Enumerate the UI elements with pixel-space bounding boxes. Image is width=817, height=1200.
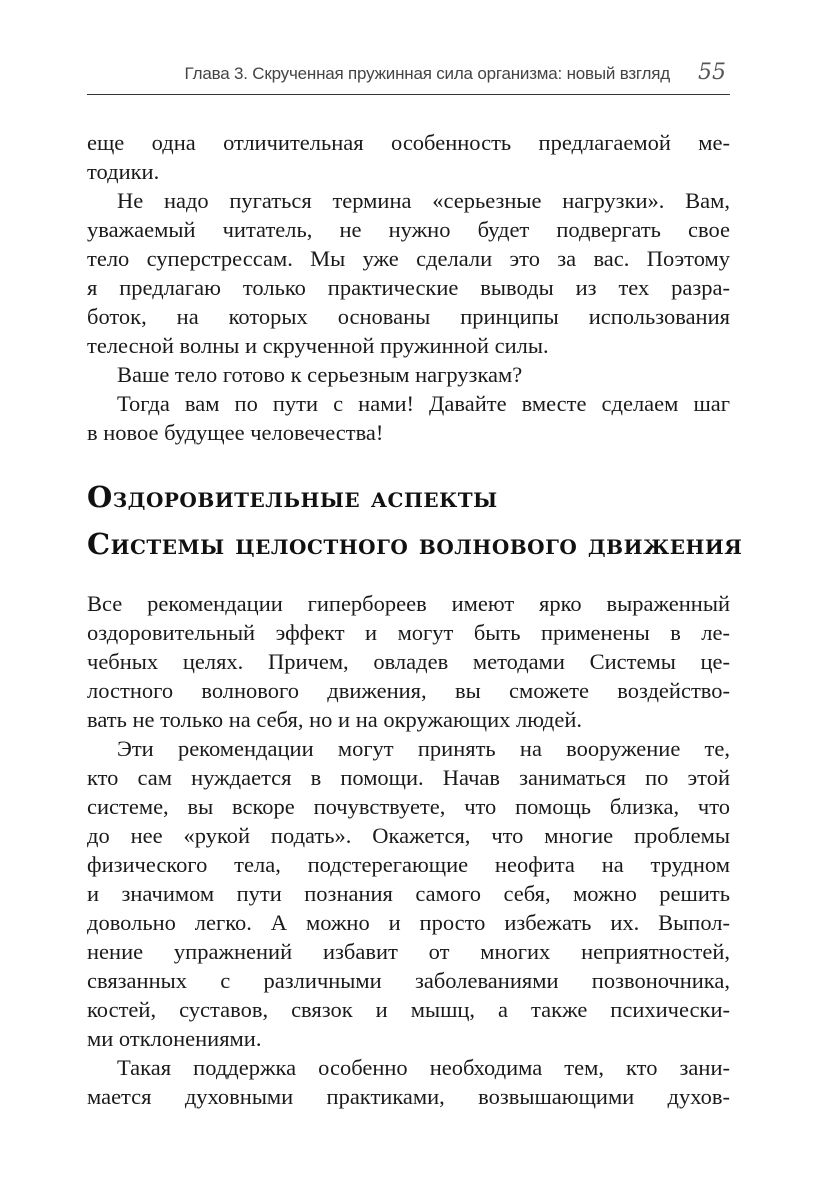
- text-line: мается духовными практиками, возвышающими духов-: [87, 1084, 730, 1109]
- text-line: до нее «рукой подать». Окажется, что многие проблемы: [87, 823, 730, 848]
- text-line: чебных целях. Причем, овладев методами Системы це-: [87, 649, 730, 674]
- text-line: вать не только на себя, но и на окружающих людей.: [87, 707, 583, 732]
- text-line: костей, суставов, связок и мышц, а также психически-: [87, 997, 730, 1022]
- section-heading-line-1: Оздоровительные аспекты: [87, 480, 498, 514]
- text-line: телесной волны и скрученной пружинной силы.: [87, 333, 549, 358]
- text-line: еще одна отличительная особенность предлагаемой ме-: [87, 130, 730, 155]
- running-title: Глава 3. Скрученная пружинная сила организма: новый взгляд: [184, 64, 670, 83]
- text-line: связанных с различными заболеваниями позвоночника,: [87, 968, 730, 993]
- text-line: Все рекомендации гипербореев имеют ярко выраженный: [87, 591, 730, 616]
- text-line: Тогда вам по пути с нами! Давайте вместе сделаем шаг: [117, 391, 730, 416]
- page-number: 55: [698, 60, 726, 85]
- body-text-section-1: [87, 128, 730, 447]
- text-line: оздоровительный эффект и могут быть применены в ле-: [87, 620, 730, 645]
- text-line: и значимом пути познания самого себя, можно решить: [87, 881, 730, 906]
- text-line: Ваше тело готово к серьезным нагрузкам?: [117, 362, 523, 387]
- text-line: в новое будущее человечества!: [87, 420, 384, 445]
- text-line: боток, на которых основаны принципы использования: [87, 304, 730, 329]
- text-line: довольно легко. А можно и просто избежать их. Выпол-: [87, 910, 730, 935]
- text-line: лостного волнового движения, вы сможете воздейство-: [87, 678, 730, 703]
- text-line: Такая поддержка особенно необходима тем, кто зани-: [117, 1055, 730, 1080]
- text-line: системе, вы вскоре почувствуете, что помощь близка, что: [87, 794, 730, 819]
- running-header: [87, 58, 730, 95]
- text-line: физического тела, подстерегающие неофита на трудном: [87, 852, 730, 877]
- text-line: Не надо пугаться термина «серьезные нагрузки». Вам,: [117, 188, 730, 213]
- section-heading-line-2: Системы целостного волнового движения: [87, 527, 743, 561]
- text-line: тодики.: [87, 159, 160, 184]
- body-text-section-2: [87, 589, 730, 1111]
- text-line: тело суперстрессам. Мы уже сделали это за вас. Поэтому: [87, 246, 730, 271]
- text-line: нение упражнений избавит от многих неприятностей,: [87, 939, 730, 964]
- text-line: кто сам нуждается в помощи. Начав заниматься по этой: [87, 765, 730, 790]
- text-line: я предлагаю только практические выводы из тех разра-: [87, 275, 730, 300]
- text-line: уважаемый читатель, не нужно будет подвергать свое: [87, 217, 730, 242]
- text-line: ми отклонениями.: [87, 1026, 262, 1051]
- text-line: Эти рекомендации могут принять на вооружение те,: [117, 736, 730, 761]
